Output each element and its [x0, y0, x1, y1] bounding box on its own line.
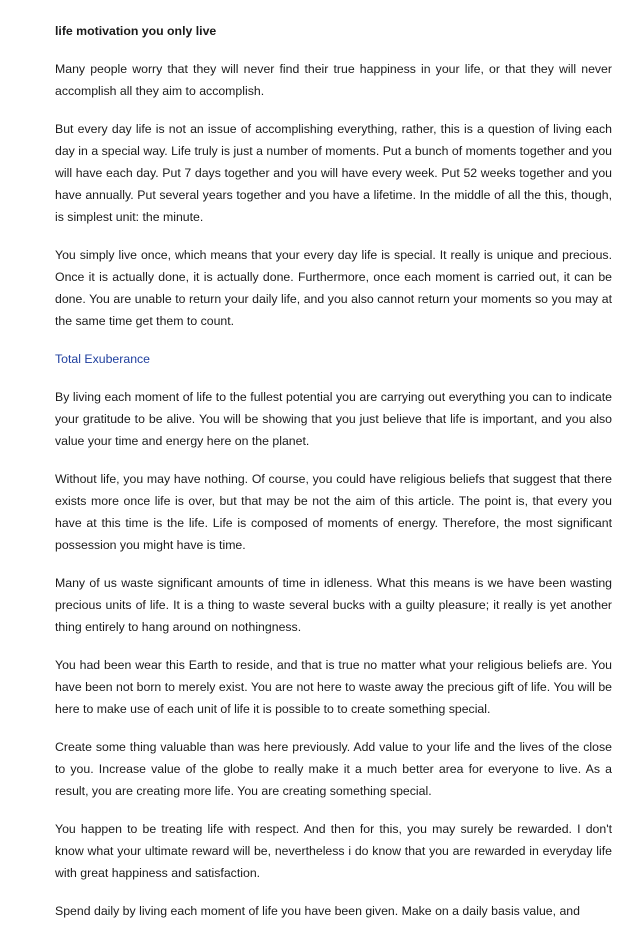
- paragraph: Create some thing valuable than was here previously. Add value to your life and the lives of the close to you. Increase value of the globe to really make it a much better area for everyone to live. As a result, you are creating more life. You are creating something special.: [55, 740, 612, 798]
- paragraph: But every day life is not an issue of accomplishing everything, rather, this is a question of living each day in a special way. Life truly is just a number of moments. Put a bunch of moments together and you will have each day. Put 7 days together and you will have every week. Put 52 weeks together and you have annually. Put several years together and you have a lifetime. In the middle of all the this, though, is simplest unit: the minute.: [55, 122, 612, 224]
- paragraph: Without life, you may have nothing. Of course, you could have religious beliefs that suggest that there exists more once life is over, but that may be not the aim of this article. The point is, that every you have at this time is the life. Life is composed of moments of energy. Therefore, the most significant possession you might have is time.: [55, 472, 612, 552]
- document-title: life motivation you only live: [55, 24, 217, 38]
- paragraph: Many of us waste significant amounts of time in idleness. What this means is we have been wasting precious units of life. It is a thing to waste several bucks with a guilty pleasure; it really is yet another thing entirely to hang around on nothingness.: [55, 576, 612, 634]
- paragraph: Many people worry that they will never find their true happiness in your life, or that they will never accomplish all they aim to accomplish.: [55, 62, 612, 98]
- paragraph: Spend daily by living each moment of life you have been given. Make on a daily basis value, and: [55, 904, 580, 918]
- paragraph: You simply live once, which means that your every day life is special. It really is unique and precious. Once it is actually done, it is actually done. Furthermore, once each moment is carried out, it can be done. You are unable to return your daily life, and you also cannot return your moments so you may at the same time get them to count.: [55, 248, 612, 328]
- paragraph: You happen to be treating life with respect. And then for this, you may surely be rewarded. I don't know what your ultimate reward will be, nevertheless i do know that you are rewarded in everyday life with great happiness and satisfaction.: [55, 822, 612, 880]
- document-page: [55, 20, 612, 938]
- paragraph: You had been wear this Earth to reside, and that is true no matter what your religious beliefs are. You have been not born to merely exist. You are not here to waste away the precious gift of life. You will be here to make use of each unit of life it is possible to to create something special.: [55, 658, 612, 716]
- section-heading: Total Exuberance: [55, 352, 151, 366]
- paragraph: By living each moment of life to the fullest potential you are carrying out everything you can to indicate your gratitude to be alive. You will be showing that you just believe that life is important, and you also value your time and energy here on the planet.: [55, 390, 612, 448]
